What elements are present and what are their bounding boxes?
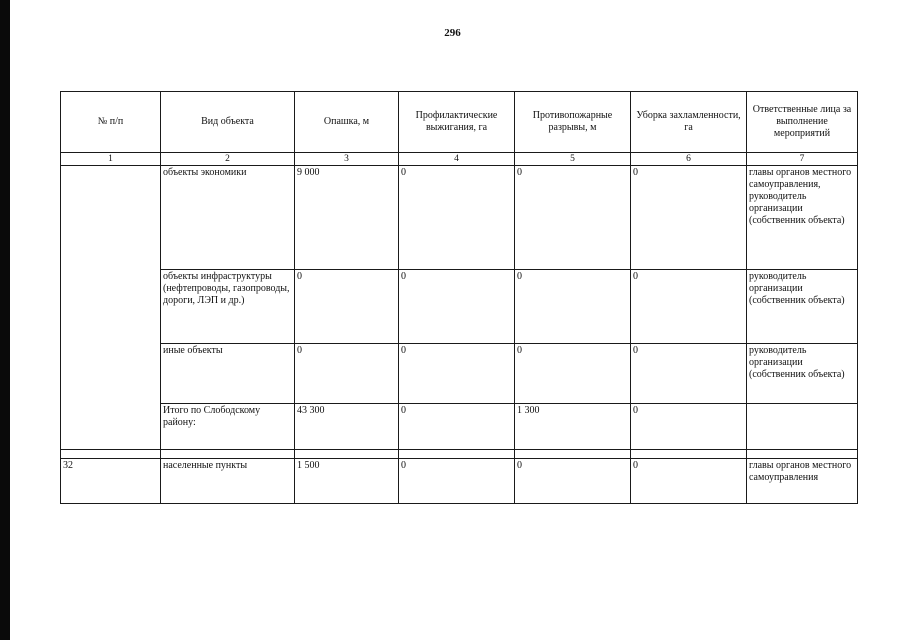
firebreaks-cell: 0 (515, 166, 631, 270)
spacer-cell (295, 450, 399, 459)
table-row (61, 344, 858, 404)
responsible-cell: главы органов местного самоуправления (747, 459, 858, 504)
column-number: 2 (161, 153, 295, 166)
header-row (61, 92, 858, 153)
row-number-cell (61, 166, 161, 450)
column-number: 3 (295, 153, 399, 166)
row-number-cell: 32 (61, 459, 161, 504)
responsible-cell: главы органов местного самоуправления, руководитель организации (собственник объекта) (747, 166, 858, 270)
total-label-cell: Итого по Слободскому району: (161, 404, 295, 450)
column-number: 7 (747, 153, 858, 166)
spacer-cell (631, 450, 747, 459)
plowing-cell: 0 (295, 344, 399, 404)
table-row (61, 166, 858, 270)
plowing-cell: 0 (295, 270, 399, 344)
header-num: № п/п (61, 92, 161, 153)
column-number-row (61, 153, 858, 166)
firebreaks-cell: 1 300 (515, 404, 631, 450)
plowing-cell: 9 000 (295, 166, 399, 270)
header-cleanup: Уборка захламленности, га (631, 92, 747, 153)
burning-cell: 0 (399, 459, 515, 504)
row-separator (61, 450, 858, 459)
plowing-cell: 43 300 (295, 404, 399, 450)
burning-cell: 0 (399, 166, 515, 270)
header-firebreaks: Противопожарные разрывы, м (515, 92, 631, 153)
responsible-cell: руководитель организации (собственник объекта) (747, 344, 858, 404)
cleanup-cell: 0 (631, 344, 747, 404)
cleanup-cell: 0 (631, 459, 747, 504)
header-responsible: Ответственные лица за выполнение мероприятий (747, 92, 858, 153)
cleanup-cell: 0 (631, 166, 747, 270)
measures-table (60, 91, 858, 504)
total-row (61, 404, 858, 450)
spacer-cell (61, 450, 161, 459)
object-type-cell: объекты экономики (161, 166, 295, 270)
firebreaks-cell: 0 (515, 459, 631, 504)
table-row (61, 459, 858, 504)
plowing-cell: 1 500 (295, 459, 399, 504)
column-number: 1 (61, 153, 161, 166)
column-number: 4 (399, 153, 515, 166)
firebreaks-cell: 0 (515, 270, 631, 344)
header-plowing: Опашка, м (295, 92, 399, 153)
responsible-cell (747, 404, 858, 450)
header-burning: Профилактические выжигания, га (399, 92, 515, 153)
cleanup-cell: 0 (631, 404, 747, 450)
burning-cell: 0 (399, 270, 515, 344)
spacer-cell (399, 450, 515, 459)
object-type-cell: объекты инфраструктуры (нефтепроводы, газопроводы, дороги, ЛЭП и др.) (161, 270, 295, 344)
table-row (61, 270, 858, 344)
firebreaks-cell: 0 (515, 344, 631, 404)
spacer-cell (161, 450, 295, 459)
burning-cell: 0 (399, 344, 515, 404)
spacer-cell (747, 450, 858, 459)
burning-cell: 0 (399, 404, 515, 450)
responsible-cell: руководитель организации (собственник объекта) (747, 270, 858, 344)
scan-edge-bar (0, 0, 10, 640)
column-number: 6 (631, 153, 747, 166)
object-type-cell: иные объекты (161, 344, 295, 404)
header-object-type: Вид объекта (161, 92, 295, 153)
page-number: 296 (444, 27, 461, 39)
spacer-cell (515, 450, 631, 459)
cleanup-cell: 0 (631, 270, 747, 344)
object-type-cell: населенные пункты (161, 459, 295, 504)
column-number: 5 (515, 153, 631, 166)
